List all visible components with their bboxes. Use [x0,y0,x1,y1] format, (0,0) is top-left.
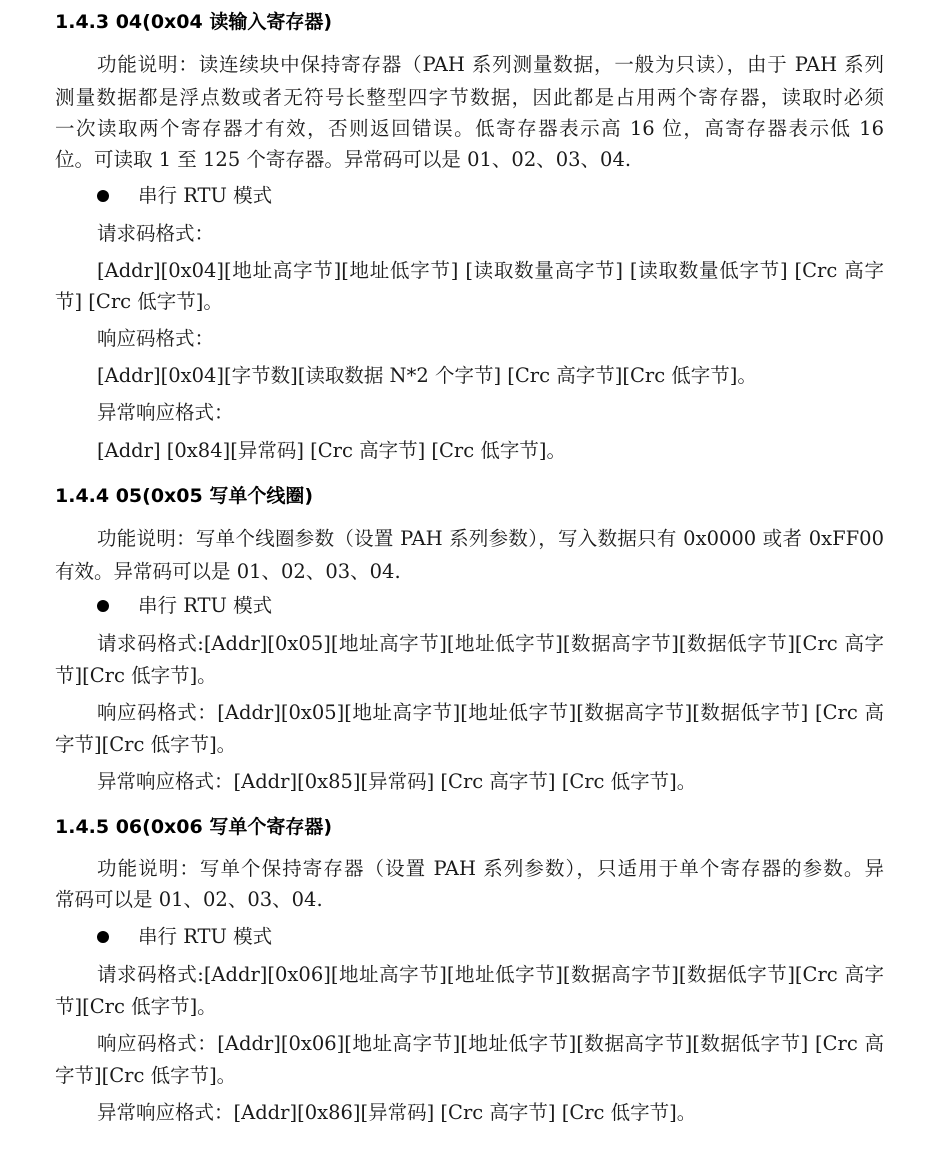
description-line: 位。可读取 1 至 125 个寄存器。异常码可以是 01、02、03、04. [55,148,632,171]
response-format-label: 响应码格式： [97,327,215,350]
request-format-line: 节][Crc 低字节]。 [55,664,217,687]
section-heading-1-4-5: 1.4.5 06(0x06 写单个寄存器) [55,816,333,838]
description-line: 有效。异常码可以是 01、02、03、04. [55,560,401,583]
response-format-line: 字节][Crc 低字节]。 [55,1064,237,1087]
response-format-line: 响应码格式：[Addr][0x05][地址高字节][地址低字节][数据高字节][数据低字节] [Crc 高 [97,701,884,724]
bullet-icon [97,600,109,612]
bullet-item-label: 串行 RTU 模式 [138,184,273,207]
bullet-icon [97,931,109,943]
request-format-line: 请求码格式:[Addr][0x06][地址高字节][地址低字节][数据高字节][数据低字节][Crc 高字 [97,963,884,986]
description-line: 常码可以是 01、02、03、04. [55,888,323,911]
bullet-item-label: 串行 RTU 模式 [138,925,273,948]
response-format-line: 响应码格式：[Addr][0x06][地址高字节][地址低字节][数据高字节][数据低字节] [Crc 高 [97,1032,884,1055]
description-line: 功能说明：写单个保持寄存器（设置 PAH 系列参数），只适用于单个寄存器的参数。异 [97,857,884,880]
description-line: 功能说明：读连续块中保持寄存器（PAH 系列测量数据，一般为只读），由于 PAH 系列 [97,53,884,76]
exception-format-line: [Addr] [0x84][异常码] [Crc 高字节] [Crc 低字节]。 [97,439,566,462]
description-line: 测量数据都是浮点数或者无符号长整型四字节数据，因此都是占用两个寄存器，读取时必须 [55,86,884,109]
exception-format-line: 异常响应格式：[Addr][0x85][异常码] [Crc 高字节] [Crc 低字节]。 [97,770,697,793]
description-line: 功能说明：写单个线圈参数（设置 PAH 系列参数），写入数据只有 0x0000 或者 0xFF00 [97,527,884,550]
response-format-line: 字节][Crc 低字节]。 [55,733,237,756]
request-format-line: 请求码格式:[Addr][0x05][地址高字节][地址低字节][数据高字节][数据低字节][Crc 高字 [97,632,884,655]
section-heading-1-4-4: 1.4.4 05(0x05 写单个线圈) [55,485,314,507]
bullet-item-label: 串行 RTU 模式 [138,594,273,617]
description-line: 一次读取两个寄存器才有效，否则返回错误。低寄存器表示高 16 位，高寄存器表示低 16 [55,117,884,140]
exception-format-label: 异常响应格式： [97,401,234,424]
request-format-line: [Addr][0x04][地址高字节][地址低字节] [读取数量高字节] [读取数量低字节] [Crc 高字 [97,259,884,282]
request-format-line: 节][Crc 低字节]。 [55,995,217,1018]
response-format-line: [Addr][0x04][字节数][读取数据 N*2 个字节] [Crc 高字节][Crc 低字节]。 [97,364,757,387]
exception-format-line: 异常响应格式：[Addr][0x86][异常码] [Crc 高字节] [Crc 低字节]。 [97,1101,697,1124]
section-heading-1-4-3: 1.4.3 04(0x04 读输入寄存器) [55,11,333,33]
bullet-icon [97,190,109,202]
request-format-line: 节] [Crc 低字节]。 [55,290,223,313]
request-format-label: 请求码格式： [97,222,215,245]
